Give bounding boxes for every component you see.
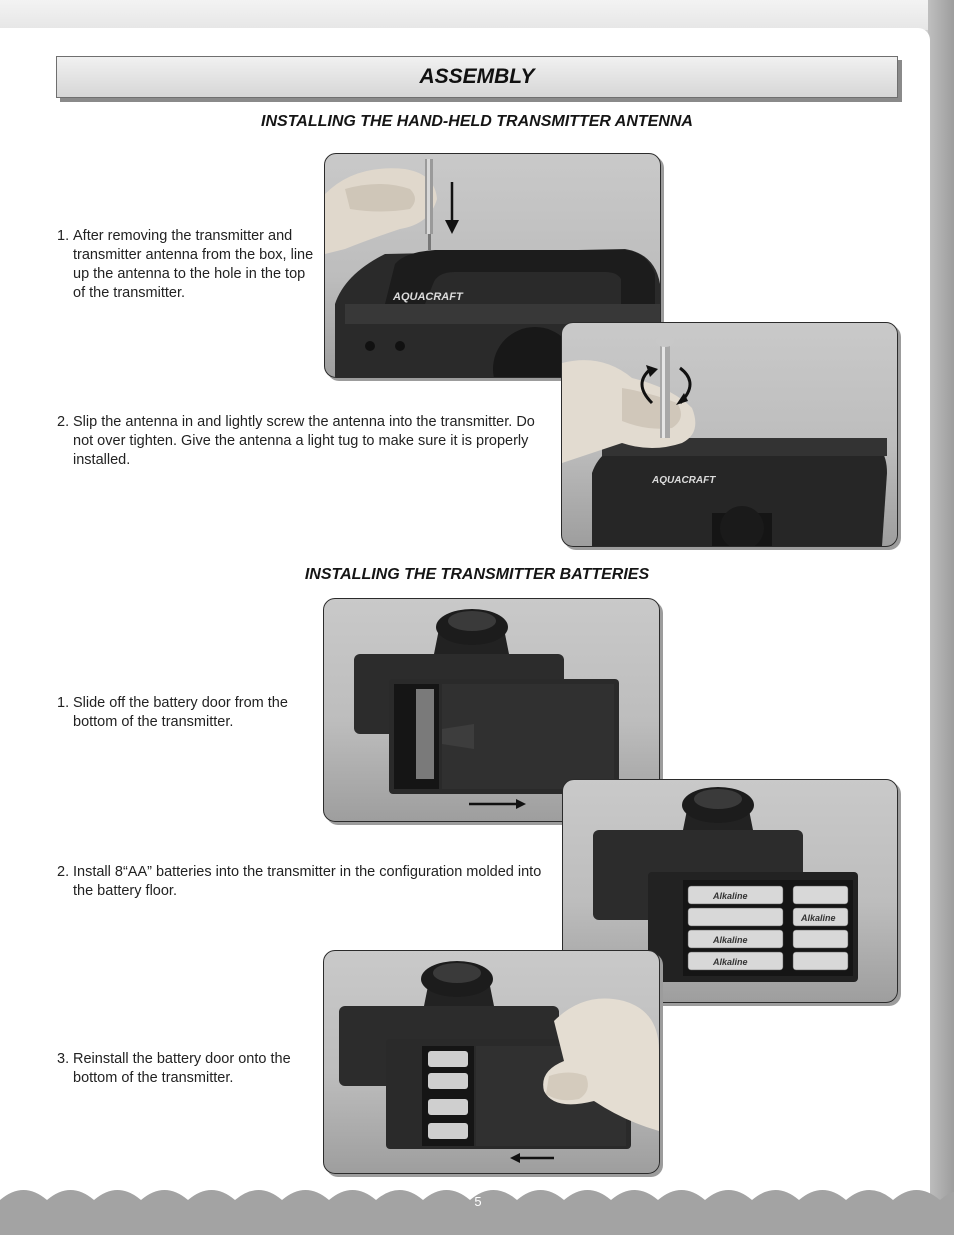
step-text: Slide off the battery door from the bottom of the transmitter. — [73, 695, 288, 730]
batteries-step-3 — [57, 1050, 319, 1088]
step-text: Reinstall the battery door onto the bottom of the transmitter. — [73, 1051, 291, 1086]
batteries-heading: INSTALLING THE TRANSMITTER BATTERIES — [304, 566, 650, 583]
step-number: 1. — [57, 228, 70, 244]
antenna-heading: INSTALLING THE HAND-HELD TRANSMITTER ANTENNA — [261, 113, 693, 130]
antenna-step-1 — [57, 227, 319, 303]
section-title: ASSEMBLY — [419, 65, 535, 88]
step-number: 2. — [57, 864, 70, 880]
batteries-step-2 — [57, 863, 552, 901]
step-number: 3. — [57, 1051, 70, 1067]
right-margin-band — [928, 0, 954, 1235]
antenna-step-2 — [57, 413, 552, 470]
step-text: Install 8“AA” batteries into the transmitter in the configuration molded into the battery floor. — [73, 864, 542, 899]
batteries-step-1 — [57, 694, 319, 732]
step-text: Slip the antenna in and lightly screw the antenna into the transmitter. Do not over tighten. Give the antenna a light tug to make sure it is properly installed. — [73, 414, 535, 468]
photo-antenna-screw — [561, 322, 898, 547]
brand-logo-text: AQUACRAFT — [652, 475, 716, 486]
step-text: After removing the transmitter and transmitter antenna from the box, line up the antenna to the hole in the top of the transmitter. — [73, 228, 314, 301]
top-margin-band — [0, 0, 954, 30]
step-number: 2. — [57, 414, 70, 430]
section-title-bar — [56, 56, 898, 98]
page-number: 5 — [474, 1194, 482, 1209]
step-number: 1. — [57, 695, 70, 711]
photo-battery-door-on — [323, 950, 660, 1174]
battery-label: Alkaline — [713, 957, 748, 967]
battery-label: Alkaline — [801, 913, 836, 923]
brand-logo-text: AQUACRAFT — [393, 291, 463, 303]
battery-label: Alkaline — [713, 935, 748, 945]
battery-label: Alkaline — [713, 891, 748, 901]
